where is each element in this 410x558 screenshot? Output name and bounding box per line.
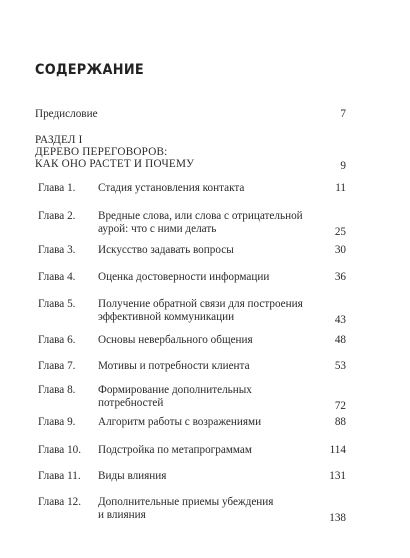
chapter-page-number: 25 xyxy=(334,225,346,238)
chapter-title-line: Стадия установления контакта xyxy=(98,182,245,194)
section-title-line-2: КАК ОНО РАСТЕТ И ПОЧЕМУ xyxy=(35,158,195,170)
chapter-title xyxy=(98,470,166,483)
chapter-page-number: 30 xyxy=(334,244,346,256)
chapter-page-number: 114 xyxy=(329,444,346,456)
preface-page-number: 7 xyxy=(340,108,346,120)
chapter-label: Глава 12. xyxy=(38,496,82,508)
chapter-label: Глава 6. xyxy=(38,334,76,346)
chapter-label: Глава 4. xyxy=(38,271,76,283)
chapter-page-number: 53 xyxy=(334,360,346,372)
chapter-title xyxy=(98,334,253,347)
chapter-title xyxy=(98,444,252,457)
page-title: СОДЕРЖАНИЕ xyxy=(35,62,144,78)
chapter-title xyxy=(98,271,269,284)
section-title-line-1: ДЕРЕВО ПЕРЕГОВОРОВ: xyxy=(35,146,168,158)
chapter-title xyxy=(98,384,252,410)
chapter-title-line: Алгоритм работы с возражениями xyxy=(98,416,262,428)
chapter-title-line: эффективной коммуникации xyxy=(98,311,235,323)
chapter-label: Глава 5. xyxy=(38,298,76,310)
chapter-title xyxy=(98,210,303,236)
section-label: РАЗДЕЛ I xyxy=(35,134,83,146)
chapter-page-number: 11 xyxy=(335,182,346,194)
chapter-page-number: 88 xyxy=(334,416,346,428)
chapter-title-line: и влияния xyxy=(98,509,146,521)
chapter-title xyxy=(98,496,273,522)
chapter-label: Глава 10. xyxy=(38,444,82,456)
chapter-title-line: Мотивы и потребности клиента xyxy=(98,360,250,372)
chapter-title-line: Дополнительные приемы убеждения xyxy=(98,496,274,508)
chapter-label: Глава 11. xyxy=(38,470,81,482)
chapter-title xyxy=(98,244,234,257)
chapter-label: Глава 1. xyxy=(38,182,76,194)
chapter-page-number: 43 xyxy=(334,313,346,326)
chapter-title-line: потребностей xyxy=(98,397,164,409)
chapter-title xyxy=(98,182,244,195)
chapter-page-number: 131 xyxy=(329,470,346,482)
chapter-title-line: Вредные слова, или слова с отрицательной xyxy=(98,210,303,222)
chapter-title-line: Виды влияния xyxy=(98,470,167,482)
chapter-title-line: Оценка достоверности информации xyxy=(98,271,270,283)
chapter-label: Глава 7. xyxy=(38,360,76,372)
chapter-title-line: Искусство задавать вопросы xyxy=(98,244,234,256)
chapter-title-line: аурой: что с ними делать xyxy=(98,223,217,235)
chapter-title-line: Формирование дополнительных xyxy=(98,384,252,396)
section-page-number: 9 xyxy=(340,160,346,172)
chapter-title-line: Подстройка по метапрограммам xyxy=(98,444,252,456)
chapter-title xyxy=(98,360,250,373)
chapter-title-line: Получение обратной связи для построения xyxy=(98,298,303,310)
chapter-title xyxy=(98,298,303,324)
chapter-title-line: Основы невербального общения xyxy=(98,334,253,346)
chapter-page-number: 72 xyxy=(334,399,346,412)
chapter-page-number: 48 xyxy=(334,334,346,346)
chapter-page-number: 36 xyxy=(334,271,346,283)
chapter-label: Глава 9. xyxy=(38,416,76,428)
preface-title: Предисловие xyxy=(35,108,98,120)
chapter-label: Глава 3. xyxy=(38,244,76,256)
chapter-page-number: 138 xyxy=(329,511,346,524)
chapter-title xyxy=(98,416,261,429)
chapter-label: Глава 8. xyxy=(38,384,76,396)
chapter-label: Глава 2. xyxy=(38,210,76,222)
